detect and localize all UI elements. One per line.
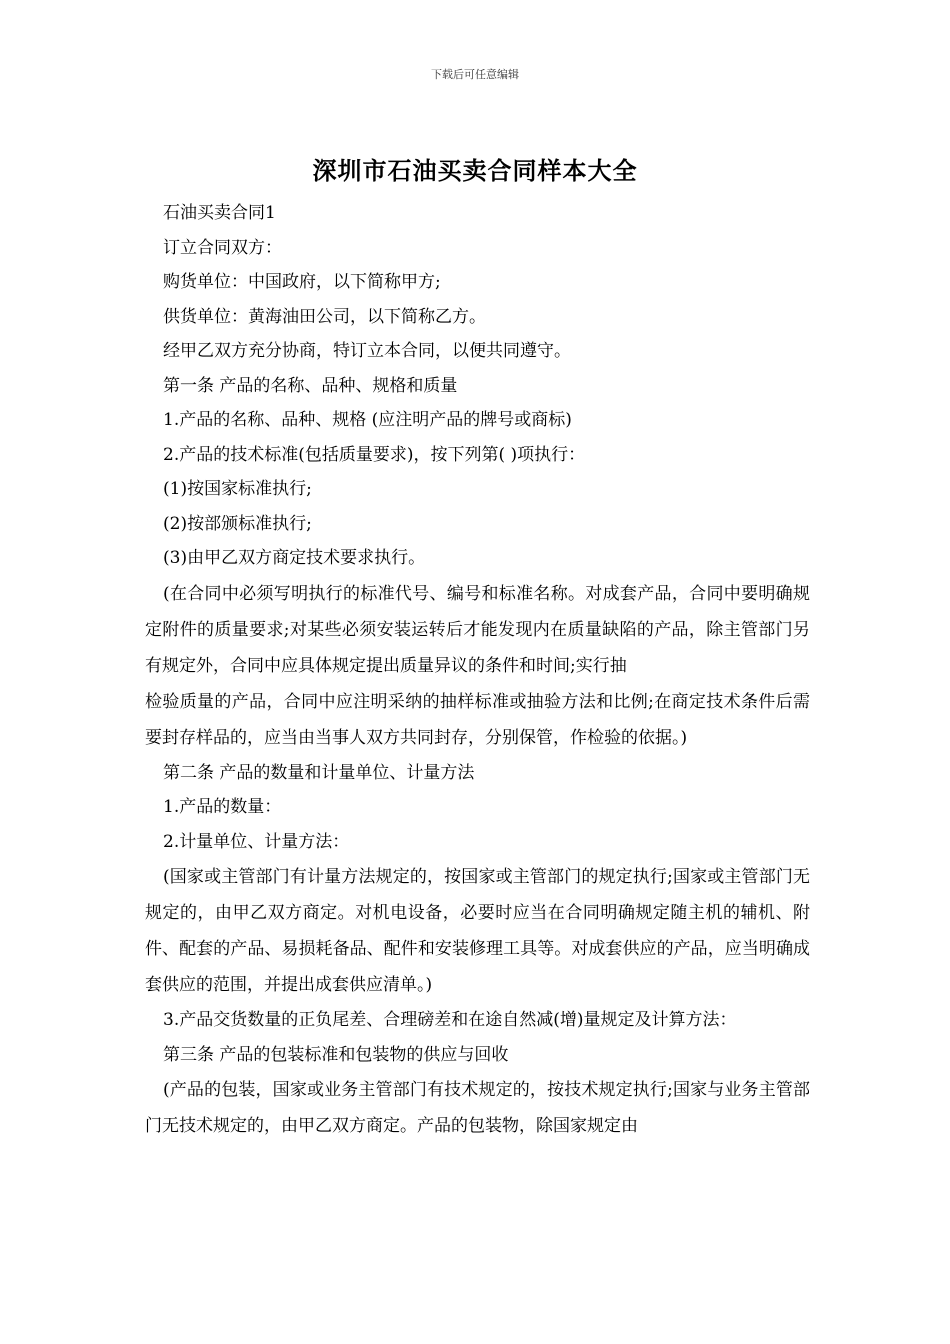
standard-option-3: (3)由甲乙双方商定技术要求执行。 xyxy=(163,548,426,568)
article-1-item-1: 1.产品的名称、品种、规格 (应注明产品的牌号或商标) xyxy=(163,410,572,430)
standard-option-1: (1)按国家标准执行; xyxy=(163,479,312,499)
article-2-item-1: 1.产品的数量： xyxy=(163,797,282,817)
supplier-line: 供货单位：黄海油田公司，以下简称乙方。 xyxy=(163,306,486,327)
document-title: 深圳市石油买卖合同样本大全 xyxy=(312,156,638,185)
document-body xyxy=(145,196,810,1144)
article-1-heading: 第一条 产品的名称、品种、规格和质量 xyxy=(163,375,458,396)
quality-note-continuation: 检验质量的产品，合同中应注明采纳的抽样标准或抽验方法和比例;在商定技术条件后需要封存样品的，应当由当事人双方共同封存，分别保管，作检验的依据。) xyxy=(145,691,810,748)
article-2-item-3: 3.产品交货数量的正负尾差、合理磅差和在途自然减(增)量规定及计算方法： xyxy=(163,1010,737,1030)
parties-heading: 订立合同双方： xyxy=(163,237,282,258)
article-1-item-2: 2.产品的技术标准(包括质量要求)，按下列第( )项执行： xyxy=(163,444,586,465)
agreement-line: 经甲乙双方充分协商，特订立本合同，以便共同遵守。 xyxy=(163,341,571,361)
packaging-note-paragraph: (产品的包装，国家或业务主管部门有技术规定的，按技术规定执行;国家与业务主管部门无技术规定的，由甲乙双方商定。产品的包装物，除国家规定由 xyxy=(145,1080,810,1136)
contract-subtitle: 石油买卖合同1 xyxy=(163,203,276,223)
article-2-heading: 第二条 产品的数量和计量单位、计量方法 xyxy=(163,762,475,783)
quality-note-paragraph: (在合同中必须写明执行的标准代号、编号和标准名称。对成套产品，合同中要明确规定附件的质量要求;对某些必须安装运转后才能发现内在质量缺陷的产品，除主管部门另有规定外，合同中应具体规定提出质量异议的条件和时间;实行抽 xyxy=(145,583,810,676)
article-2-item-2: 2.计量单位、计量方法： xyxy=(163,831,350,852)
page-header: 下载后可任意编辑 xyxy=(431,68,519,81)
standard-option-2: (2)按部颁标准执行; xyxy=(163,513,312,534)
article-3-heading: 第三条 产品的包装标准和包装物的供应与回收 xyxy=(163,1044,509,1065)
measurement-note-paragraph: (国家或主管部门有计量方法规定的，按国家或主管部门的规定执行;国家或主管部门无规定的，由甲乙双方商定。对机电设备，必要时应当在合同明确规定随主机的辅机、附件、配套的产品、易损耗备品、配件和安装修理工具等。对成套供应的产品，应当明确成套供应的范围，并提出成套供应清单。) xyxy=(145,867,810,995)
buyer-line: 购货单位：中国政府，以下简称甲方; xyxy=(163,272,441,292)
